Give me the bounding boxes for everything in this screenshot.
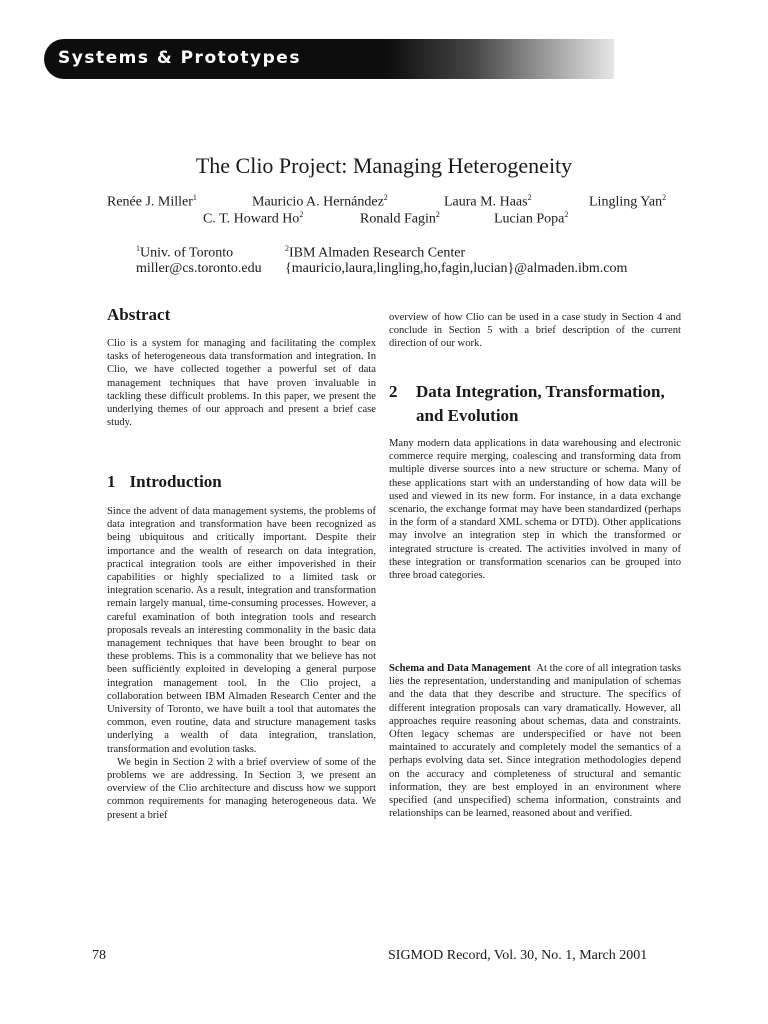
author-ho: C. T. Howard Ho$^2$	[203, 210, 304, 227]
author-fagin: Ronald Fagin$^2$	[360, 210, 440, 227]
abstract-text	[107, 337, 376, 429]
intro-title: Introduction	[129, 472, 222, 491]
intro-number: 1	[107, 472, 116, 491]
email-ibm: {mauricio,laura,lingling,ho,fagin,lucian}@almaden.ibm.com	[285, 261, 628, 276]
intro-paragraph-1: Since the advent of data management systems, the problems of data integration and transformation have been recognized as being ubiquitous and critically important. Despite their importance and the wealth of research on data integration, practical integration tools are either impoverished in their capabilities or highly specialized to a limited task or integration scenario. As a result, integration and transformation remain largely manual, time-consuming processes. However, a careful examination of both integration tools and research proposals reveals an interesting commonality in the basic data management techniques that have been brought to bear on these problems. This is a commonality that we believe has not been sufficiently exploited in developing a general purpose integration management tool. In the Clio project, a collaboration between IBM Almaden Research Center and the University of Toronto, we have built a tool that automates the common, even routine, data and structure management tasks underlying a wealth of data integration, translation, transformation and evolution tasks.	[107, 506, 376, 755]
paper-title: The Clio Project: Managing Heterogeneity	[195, 153, 573, 178]
email-toronto: miller@cs.toronto.edu	[136, 261, 262, 276]
intro-heading	[107, 472, 222, 492]
affiliation-ibm: $^2$IBM Almaden Research Center	[285, 244, 466, 261]
abstract-heading: Abstract	[107, 305, 171, 324]
section-2-paragraph-1: Many modern data applications in data warehousing and electronic commerce require merging, coalescing and transforming data from multiple diverse sources into a new structure or schema. Many of these applications start with an understanding of how data will be used and viewed in its new form. For instance, in a data exchange scenario, the exchange format may have been standardized (perhaps in the form of a standard XML schema or DTD). Other applications may involve an integration step in which the transformed or integrated structure is created. The activities involved in many of these integration or transformation scenarios can be grouped into three broad categories.	[389, 438, 681, 582]
schema-data-management	[389, 662, 681, 820]
page-number: 78	[92, 948, 106, 963]
intro-paragraph-2: We begin in Section 2 with a brief overview of some of the problems we are addressing. In Section 3, we present an overview of the Clio architecture and discuss how we support common requirements for managing heterogeneous data. We present a brief	[107, 756, 376, 821]
overview-paragraph: overview of how Clio can be used in a case study in Section 4 and conclude in Section 5 with a brief description of the current direction of our work.	[389, 312, 681, 350]
affiliation-toronto: $^1$Univ. of Toronto	[136, 244, 234, 261]
journal-citation: SIGMOD Record, Vol. 30, No. 1, March 2001	[388, 948, 648, 963]
author-popa: Lucian Popa$^2$	[494, 210, 569, 227]
author-yan: Lingling Yan$^2$	[589, 193, 667, 210]
section-2-text	[389, 437, 681, 582]
author-miller: Renée J. Miller$^1$	[107, 193, 197, 210]
intro-text	[107, 505, 376, 822]
section-2-title: Data Integration, Transformation, and Evolution	[416, 382, 665, 425]
author-haas: Laura M. Haas$^2$	[444, 193, 532, 210]
run-in-heading: Schema and Data Management	[389, 663, 531, 674]
section-2-heading	[389, 380, 681, 428]
author-hernandez: Mauricio A. Hernández$^2$	[252, 193, 388, 210]
right-column-top	[389, 311, 681, 351]
run-in-text: At the core of all integration tasks lies the representation, understanding and manipulation of schemas and the data that they describe and structure. The specifics of different integration proposals can vary dramatically. However, all approaches require reasoning about schemas, data and constraints. Often legacy schemas are underspecified or have not been maintained to accurately and completely model the semantics of a perhaps evolving data set. Since integration methodologies depend on the accuracy and completeness of structural and semantic information, they are best employed in an environment where specified (and unspecified) schema information, constraints and relationships can be learned, reasoned about and verified.	[389, 663, 681, 820]
abstract-paragraph: Clio is a system for managing and facilitating the complex tasks of heterogeneous data transformation and integration. In Clio, we have collected together a powerful set of data management techniques that have proven invaluable in tackling these difficult problems. In this paper, we present the underlying themes of our approach and present a brief case study.	[107, 338, 376, 429]
section-2-paragraph-2	[389, 662, 681, 820]
banner-label: Systems & Prototypes	[58, 48, 301, 68]
section-2-number: 2	[389, 382, 398, 401]
